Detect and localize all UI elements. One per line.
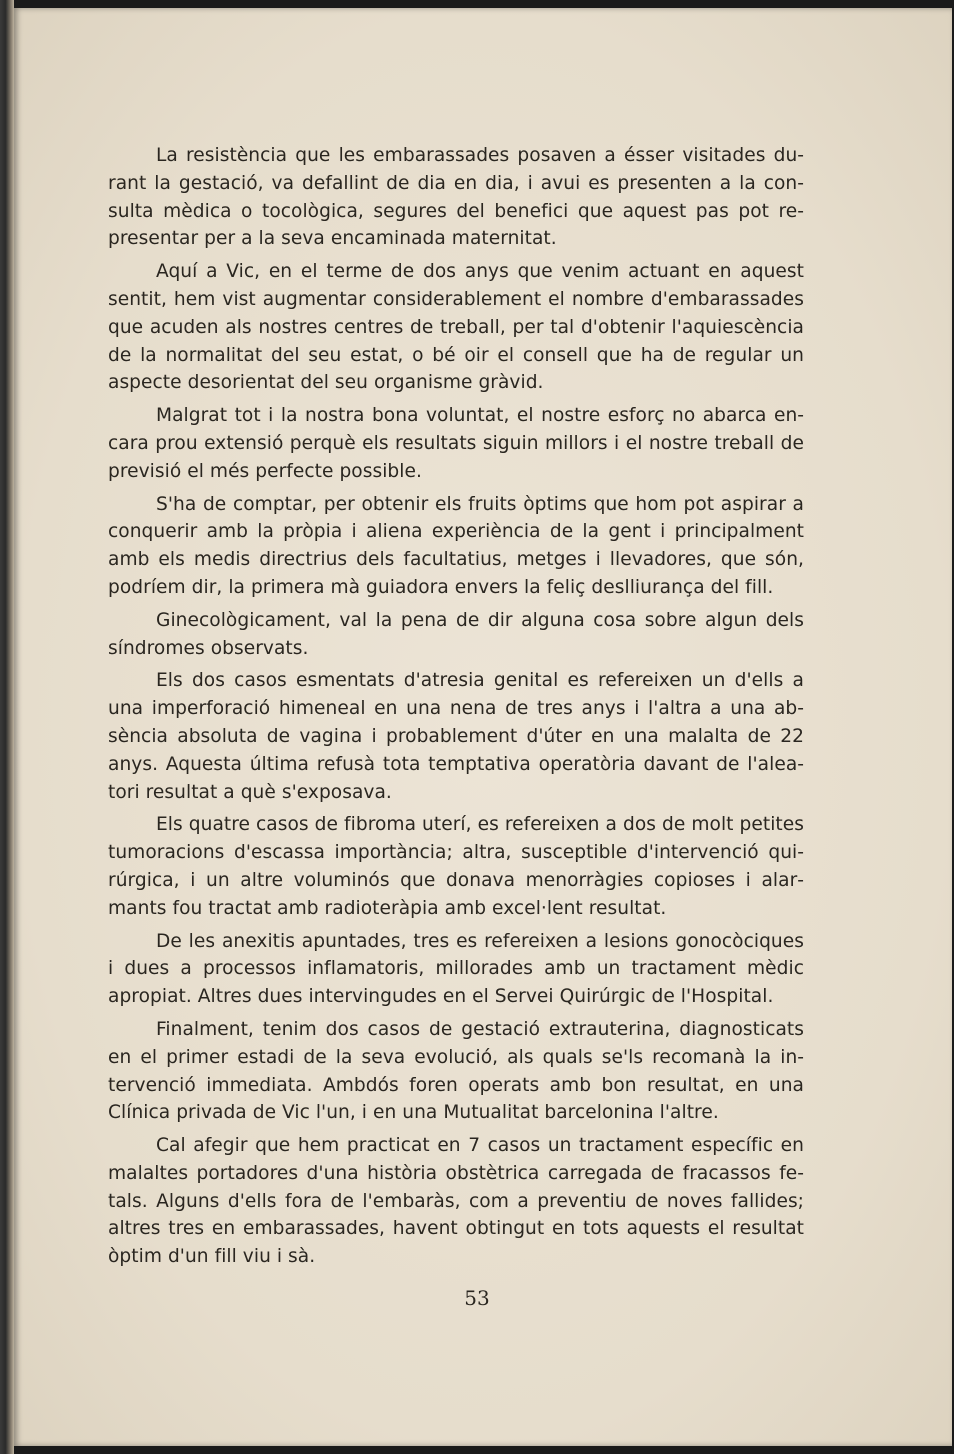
paragraph-4: S'ha de comptar, per obtenir els fruits òptims que hom pot aspirar a conquerir amb la pròpia i aliena experiència de la gent i principalment amb els medis directrius dels facultatius, metges i llevadores, que són, podríem dir, la primera mà guiadora envers la feliç deslliurança del fill. (108, 493, 804, 598)
paragraph-2: Aquí a Vic, en el terme de dos anys que venim actuant en aquest sentit, hem vist augmentar considerablement el nombre d'embarassades que acuden als nostres centres de treball, per tal d'obtenir l'aquiescència de la normalitat del seu estat, o bé oir el consell que ha de regular un aspecte desorientat del seu organisme gràvid. (108, 261, 804, 394)
paragraph-6: Els dos casos esmentats d'atresia genital es refereixen un d'ells a una imperforació himeneal en una nena de tres anys i l'altra a una absència absoluta de vagina i probablement d'úter en una malalta de 22 anys. Aquesta última refusà tota temptativa operatòria davant de l'aleatori resultat a què s'exposava. (108, 670, 804, 803)
paragraph-5: Ginecològicament, val la pena de dir alguna cosa sobre algun dels síndromes observats. (108, 609, 804, 659)
paragraph-8: De les anexitis apuntades, tres es refereixen a lesions gonocòciques i dues a processos inflamatoris, millorades amb un tractament mèdic apropiat. Altres dues intervingudes en el Servei Quirúrgic de l'Hospital. (108, 930, 804, 1008)
paragraph-1: La resistència que les embarassades posaven a ésser visitades durant la gestació, va defallint de dia en dia, i avui es presenten a la consulta mèdica o tocològica, segures del benefici que aquest pas pot representar per a la seva encaminada maternitat. (108, 145, 804, 250)
paragraph-9: Finalment, tenim dos casos de gestació extrauterina, diagnosticats en el primer estadi de la seva evolució, als quals se'ls recomanà la intervenció immediata. Ambdós foren operats amb bon resultat, en una Clínica privada de Vic l'un, i en una Mutualitat barcelonina l'altre. (108, 1018, 804, 1124)
paragraph-7: Els quatre casos de fibroma uterí, es refereixen a dos de molt petites tumoracions d'escassa importància; altra, susceptible d'intervenció quirúrgica, i un altre voluminós que donava menorràgies copioses i alarmants fou tractat amb radioteràpia amb excel·lent resultat. (108, 814, 804, 919)
paragraph-3: Malgrat tot i la nostra bona voluntat, el nostre esforç no abarca encara prou extensió perquè els resultats siguin millors i el nostre treball de previsió el més perfecte possible. (108, 405, 804, 482)
paragraph-10: Cal afegir que hem practicat en 7 casos un tractament específic en malaltes portadores d'una història obstètrica carregada de fracassos fetals. Alguns d'ells fora de l'embaràs, com a preventiu de noves fallides; altres tres en embarassades, havent obtingut en tots aquests el resultat òptim d'un fill viu i sà. (108, 1135, 804, 1268)
book-binding-edge (0, 0, 14, 1454)
body-text (108, 142, 804, 1276)
page-number: 53 (464, 1286, 490, 1310)
